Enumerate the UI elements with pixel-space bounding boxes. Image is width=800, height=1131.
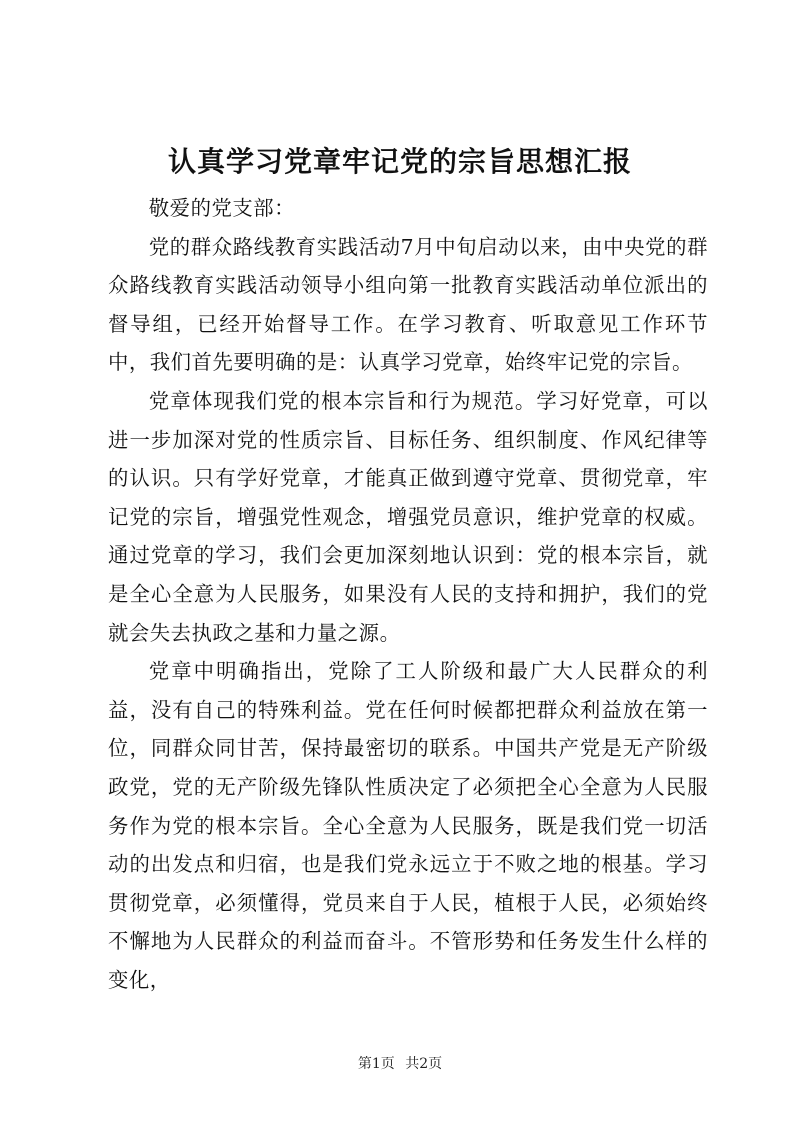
document-title: 认真学习党章牢记党的宗旨思想汇报 [167, 145, 632, 178]
page-total: 共2页 [405, 1056, 443, 1072]
page-footer [0, 1054, 800, 1074]
paragraph-1: 党的群众路线教育实践活动7月中旬启动以来，由中央党的群众路线教育实践活动领导小组向第一批教育实践活动单位派出的督导组，已经开始督导工作。在学习教育、听取意见工作环节中，我们首先要明确的是：认真学习党章，始终牢记党的宗旨。 [108, 234, 708, 375]
paragraph-2: 党章体现我们党的根本宗旨和行为规范。学习好党章，可以进一步加深对党的性质宗旨、目标任务、组织制度、作风纪律等的认识。只有学好党章，才能真正做到遵守党章、贯彻党章，牢记党的宗旨，增强党性观念，增强党员意识，维护党章的权威。通过党章的学习，我们会更加深刻地认识到：党的根本宗旨，就是全心全意为人民服务，如果没有人民的支持和拥护，我们的党就会失去执政之基和力量之源。 [108, 388, 708, 645]
document-body [108, 189, 708, 999]
paragraph-3: 党章中明确指出，党除了工人阶级和最广大人民群众的利益，没有自己的特殊利益。党在任何时候都把群众利益放在第一位，同群众同甘苦，保持最密切的联系。中国共产党是无产阶级政党，党的无产阶级先锋队性质决定了必须把全心全意为人民服务作为党的根本宗旨。全心全意为人民服务，既是我们党一切活动的出发点和归宿，也是我们党永远立于不败之地的根基。学习贯彻党章，必须懂得，党员来自于人民，植根于人民，必须始终不懈地为人民群众的利益而奋斗。不管形势和任务发生什么样的变化， [108, 659, 708, 992]
page-number: 第1页 [357, 1056, 395, 1072]
salutation: 敬爱的党支部： [148, 196, 296, 220]
